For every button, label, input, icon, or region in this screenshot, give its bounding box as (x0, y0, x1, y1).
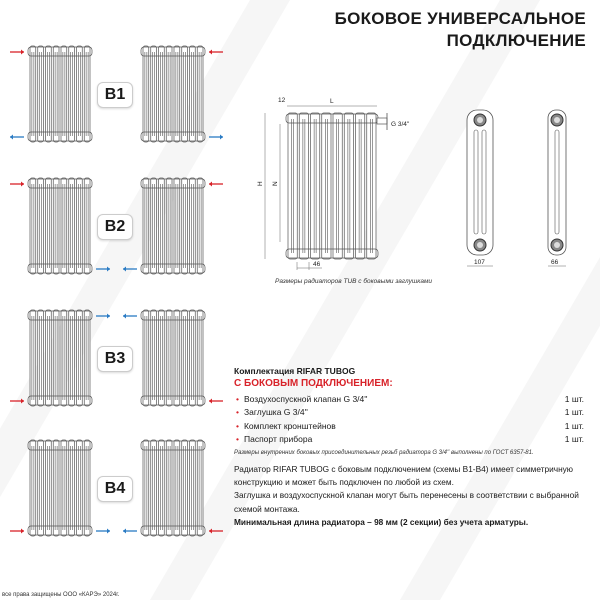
bullet-icon: • (236, 420, 239, 431)
kit-section (234, 366, 584, 456)
bullet-icon: • (236, 434, 239, 445)
dimension-label: N (272, 181, 279, 186)
title-line-2: ПОДКЛЮЧЕНИЕ (446, 31, 586, 50)
scheme-label: B4 (97, 476, 133, 502)
kit-item-qty: 1 шт. (564, 407, 584, 418)
kit-item-qty: 1 шт. (564, 420, 584, 431)
scheme-label: B2 (97, 214, 133, 240)
kit-heading: Комплектация RIFAR TUBOG (234, 366, 356, 376)
kit-item (234, 406, 584, 420)
kit-item (234, 392, 584, 406)
kit-item (234, 433, 584, 447)
description-min-length: Минимальная длина радиатора – 98 мм (2 секции) без учета арматуры. (234, 516, 529, 527)
dimension-label: 12 (278, 97, 286, 104)
kit-item-name: Комплект кронштейнов (243, 420, 336, 431)
kit-list (234, 392, 584, 446)
side-view-3-column (467, 110, 493, 266)
dimension-label: L (330, 98, 334, 105)
kit-item-qty: 1 шт. (564, 393, 584, 404)
side-view-2-column (548, 110, 566, 266)
dimension-label: 107 (474, 259, 485, 266)
dimension-label: G 3/4'' (391, 121, 410, 128)
front-view (286, 113, 387, 259)
kit-item-qty: 1 шт. (564, 434, 584, 445)
description (234, 463, 584, 529)
copyright: все права защищены ООО «КАРЭ» 2024г. (2, 592, 120, 598)
kit-item (234, 419, 584, 433)
dimension-label: 46 (313, 261, 321, 268)
drawing-caption: Размеры радиаторов TUB с боковыми заглушками (275, 278, 433, 285)
title-line-1: БОКОВОЕ УНИВЕРСАЛЬНОЕ (334, 9, 586, 28)
description-p1: Радиатор RIFAR TUBOG с боковым подключением (схемы В1-В4) имеет симметричную конструкцию и может быть подключен по любой из схем. (234, 464, 574, 488)
kit-item-name: Заглушка G 3/4'' (243, 407, 308, 418)
scheme-label: B1 (97, 82, 133, 108)
description-p2: Заглушка и воздухоспускной клапан могут быть перенесены в соответствии с выбранной схемой монтажа. (234, 490, 579, 514)
kit-subheading: С БОКОВЫМ ПОДКЛЮЧЕНИЕМ: (234, 378, 393, 389)
dimension-label: 66 (551, 259, 559, 266)
bullet-icon: • (236, 407, 239, 418)
bullet-icon: • (236, 393, 239, 404)
scheme-label: B3 (97, 346, 133, 372)
kit-item-name: Паспорт прибора (243, 434, 313, 445)
dimension-label: H (257, 181, 264, 186)
kit-note: Размеры внутренних боковых присоединительных резьб радиатора G 3/4'' выполнены по ГОСТ 6357-81. (234, 450, 534, 456)
kit-item-name: Воздухоспускной клапан G 3/4'' (243, 393, 368, 404)
